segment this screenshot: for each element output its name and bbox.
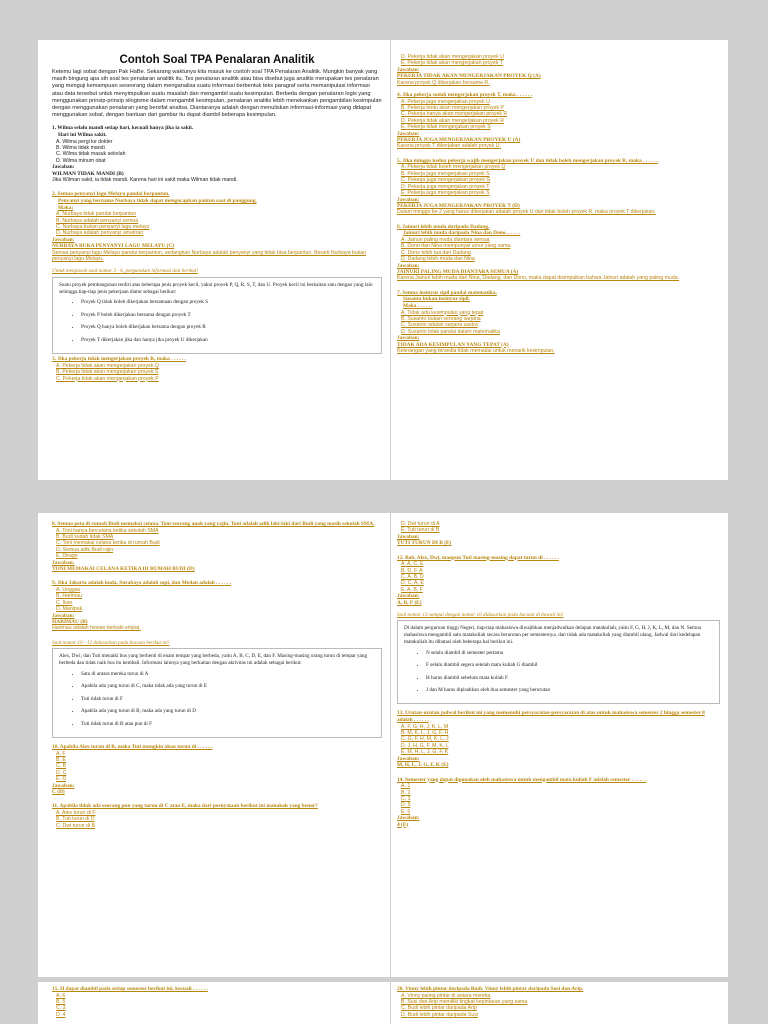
- question-11-option: E. Tuti turun di B: [401, 527, 440, 534]
- reading-passage-box: [52, 648, 382, 738]
- question-8: 8. Semua peta di rumah Budi memakai celana. Toni seorang anak yang rajin. Toni adalah adik laki-laki dari Budi yang masih sekolah SMA.: [52, 521, 375, 527]
- question-6-option: C. Dono lebih tua dari Dadang: [401, 249, 471, 256]
- answer-explanation: Karena Jainuri lebih muda dari Nina, Dadang, dan Dono, maka dapat disimpulkan bahwa Jainuri adalah yang paling muda.: [397, 275, 680, 282]
- answer-label: Jawaban:: [397, 593, 420, 600]
- question-12-option: C. A, B, D: [401, 574, 424, 581]
- question-8-option: D. Semua adik Budi rajin: [56, 546, 114, 553]
- question-13-option: D. J, H, G, F, M, K, L: [401, 742, 449, 749]
- question-12: 12. Bab. Alex, Dwi, maupun Tuti masing-masing dapat turun di . . . . . .: [397, 554, 559, 561]
- question-10-option: B. E: [56, 756, 66, 763]
- answer-label: Jawaban:: [52, 164, 75, 171]
- question-6-premise: Jainuri lebih muda daripada Nina dan Dono. . . . . .: [403, 230, 521, 237]
- question-15-option: D. 4: [56, 1011, 66, 1018]
- question-10: 10. Apabila Alex turun di B, maka Tuti mungkin akan turun di . . . . . .: [52, 743, 213, 750]
- answer-text: M, H, L, J, G, F, K (E): [397, 762, 449, 769]
- question-11-option: A. Alex turun di F: [56, 809, 96, 816]
- question-4-option: E. Pekerja tidak mengerjakan proyek S: [401, 124, 491, 131]
- reading-instruction: Soal nomor 10 - 12 didasarkan pada bacaan berikut ini!: [52, 639, 170, 646]
- answer-text: TIDAK ADA KESIMPULAN YANG TEPAT (A): [397, 341, 509, 348]
- question-12-option: B. D, F, A: [401, 567, 423, 574]
- question-5-option: C. Pekerja juga mengerjakan proyek G: [401, 177, 491, 184]
- answer-text: A, B, F (E): [397, 599, 422, 606]
- question-20-option: B. Susi dan Arip memiliki tingkat kepintaran yang sama: [401, 999, 528, 1005]
- document-page-6: [391, 982, 728, 1024]
- rule-item: • Tuti tidak turun di F: [81, 696, 375, 702]
- question-7-premise: Susanto bukan insinyur sipil.: [403, 296, 471, 303]
- document-page-2: [391, 40, 728, 480]
- answer-text: HARIMAU (B): [52, 619, 88, 626]
- question-11: 11. Apabila tidak ada seorang pun yang turun di C atau E, maka dari pernyataan berikut ini manakah yang benar?: [52, 803, 318, 810]
- question-11-option: C. Dwi turun di B: [56, 822, 95, 829]
- answer-text: NURBAYA BUKA PENYANYI LAGU MELAYU (C): [52, 243, 175, 250]
- answer-text: 4 (E): [397, 821, 409, 828]
- question-1: 1. Wilma selalu mandi setiap hari, kecuali hanya jika ia sakit.: [52, 125, 194, 132]
- question-14-option: D. 5: [401, 802, 411, 809]
- question-13: 13. Urutan-urutan jadwal berikut ini yang memenuhi persyaratan-persyaratan di atas untuk mahasiswa semester 2 hingga semester 8 adalah . . . . . .: [397, 710, 705, 724]
- rule-item: • Apabila ada yang turun di B, maka ada yang turun di D: [81, 708, 375, 714]
- reading-passage-box: [397, 620, 720, 704]
- question-7-prompt: Maka . . . . . .: [403, 302, 433, 309]
- rule-item: • Satu di antara mereka turun di A: [81, 671, 375, 677]
- question-15-option: C. 3: [56, 1005, 66, 1012]
- question-3: 3. Jika pekerja tidak mengerjakan proyek R, maka . . . . . .: [52, 356, 186, 363]
- question-7: 7. Semua insinyur sipil pandai matematika.: [397, 289, 497, 296]
- question-10-option: A. F: [56, 750, 66, 757]
- question-4-option: B. Pekerja tentu akan mengerjakan proyek P: [401, 105, 504, 112]
- question-1-option: B. Wilma tidak mandi: [56, 145, 105, 152]
- question-13-option: E. M, H, L, J, G, F, K: [401, 749, 449, 756]
- answer-text: PEKERJA JUGA MENGERJAKAN PROYEK U (A): [397, 137, 521, 144]
- answer-label: Jawaban:: [397, 815, 420, 822]
- answer-label: Jawaban:: [52, 612, 75, 619]
- question-6-option: D. Dadang lebih muda dari Nina: [401, 256, 475, 263]
- answer-text: C (D): [52, 788, 65, 795]
- rule-item: • J dan M harus dipisahkan oleh dua semester yang berurutan: [426, 687, 713, 693]
- question-2-premise: Penyanyi yang bernama Nurbaya tidak dapat mengucapkan pantun saat di panggung.: [58, 198, 257, 205]
- question-3-option: D. Pekerja tidak akan mengerjakan proyek U: [401, 54, 504, 60]
- question-12-option: D. C, A, E: [401, 580, 424, 587]
- question-20: 20. Vinny lebih pintar daripada Budi. Vinny lebih pintar daripada Susi dan Arip.: [397, 986, 584, 992]
- question-5: 5. Jika minggu kedua pekerja wajib mengerjakan proyek U dan tidak boleh mengerjakan proyek R, maka . . . . . .: [397, 157, 658, 164]
- answer-label: Jawaban:: [397, 755, 420, 762]
- question-9-option: A. Unggas: [56, 587, 81, 594]
- question-4-option: A. Pekerja juga mengerjakan proyek U: [401, 98, 490, 105]
- document-page-5: [38, 982, 390, 1024]
- question-7-option: B. Susanto bukan seorang sarjana: [401, 315, 481, 322]
- question-3-option: A. Pekerja tidak akan mengerjakan proyek Q: [56, 362, 159, 369]
- question-2-option: C. Nurbaya bukan penyanyi lagu melayu: [56, 224, 150, 231]
- rule-item: • Apabila ada yang turun di C, maka tidak ada yang turun di E: [81, 683, 375, 689]
- question-1-option: C. Wilma tidak masuk sekolah: [56, 151, 126, 158]
- answer-explanation: Semua penyanyi lagu Melayu pandai berpantun, sedangkan Nurbaya adalah penyanyi yang tidak bisa berpantun. Berarti Nurbaya bukan penyanyi lagu Melayu.: [52, 249, 367, 263]
- question-13-option: B. M, K, L, J, G, F, H: [401, 730, 449, 737]
- question-9: 9. Jika Jakarta adalah kuda, Surabaya adalah sapi, dan Medan adalah . . . . . .: [52, 580, 231, 587]
- answer-text: JAINURI PALING MUDA DIANTARA SEMUA (A): [397, 268, 519, 275]
- question-9-option: D. Manipak: [56, 606, 83, 613]
- answer-explanation: Keterangan yang tersedia tidak memadai untuk menarik kesimpulan.: [397, 347, 555, 354]
- question-2-option: D. Nurbaya adalah penyanyi amatiran: [56, 230, 144, 237]
- question-2-option: A. Nurbaya tidak pandai berpantun: [56, 211, 137, 218]
- reading-instruction: Soal nomor 13 sampai dengan nomor 16 didasarkan pada bacaan di bawah ini!: [397, 612, 564, 619]
- question-8-option: B. Budi sudah tidak SMA: [56, 534, 114, 540]
- answer-label: Jawaban:: [397, 66, 420, 73]
- question-12-option: E. A, B, F: [401, 586, 423, 593]
- question-6-option: B. Dono dan Nina mempunyai umur yang sama: [401, 243, 511, 250]
- passage-text: Alex, Dwi, dan Tuti menaiki bus yang berhenti di enam tempat yang berbeda, yaitu A, B, C, D, E, dan F. Masing-masing orang turun di tempat yang berbeda dan tidak naik bus itu kembali. Informasi lainnya yang berkaitan dengan aktivitas ini adalah sebagai berikut:: [59, 653, 368, 667]
- reading-instruction: Untuk menjawab soal nomor 3 - 6, pergunakan informasi dan berikut!: [52, 268, 199, 275]
- question-11-option: D. Dwi turun di A: [401, 521, 440, 527]
- question-15-option: A. 6: [56, 992, 66, 999]
- question-2-prompt: Maka:: [58, 204, 74, 211]
- question-10-option: E. D: [56, 776, 67, 783]
- rule-item: • Proyek Q tidak boleh dikerjakan bersamaan dengan proyek S: [81, 299, 375, 305]
- question-3-option: B. Pekerja tidak akan mengerjakan proyek S: [56, 369, 159, 376]
- question-14-option: C. 3: [401, 795, 411, 802]
- rule-item: • Proyek Q hanya boleh dikerjakan bersama dengan proyek R: [81, 324, 375, 330]
- reading-passage-box: [52, 277, 382, 354]
- question-20-option: D. Budi lebih pintar daripada Susi: [401, 1011, 478, 1018]
- document-page-1: [38, 40, 390, 480]
- question-10-option: D. C: [56, 769, 67, 776]
- question-1-premise: Hari ini Wilma sakit.: [58, 132, 107, 139]
- rule-item: • Proyek P boleh dikerjakan bersama dengan proyek T: [81, 312, 375, 318]
- answer-explanation: Karena proyek T dikerjakan adalah proyek U.: [397, 143, 501, 150]
- answer-label: Jawaban:: [397, 196, 420, 203]
- question-9-option: C. Ikan: [56, 599, 73, 606]
- question-5-option: D. Pekerja juga mengerjakan proyek T: [401, 183, 490, 190]
- answer-text: TUTI TURUN DI B (E): [397, 540, 452, 547]
- passage-text: Suatu proyek pembangunan terdiri atas beberapa jenis proyek kecil, yakni proyek P, Q, R, S, T, dan U. Proyek kecil ini berkaitan satu dengan yang lain sehingga tiap-tiap jenis pekerjaan diatur sebagai berikut:: [59, 281, 373, 295]
- answer-explanation: Jika Wilman sakit, ia tidak mandi. Karena hari ini sakit maka Wilman tidak mandi.: [52, 177, 238, 184]
- answer-text: PEKERJA TIDAK AKAN MENGERJAKAN PROYEK Q (A): [397, 73, 541, 80]
- answer-label: Jawaban:: [52, 236, 75, 243]
- question-7-option: C. Susanto adalah sarjana sastra: [401, 322, 478, 329]
- question-3-option: E. Pekerja tidak akan mengerjakan proyek T: [401, 60, 503, 67]
- document-page-4: [391, 513, 728, 977]
- answer-explanation: Karena proyek Q dikerjakan bersama R.: [397, 79, 490, 86]
- rules-list: [404, 650, 713, 694]
- question-8-option: A. Toni hanya bercelana ketika sekolah SMA: [56, 527, 159, 534]
- rules-list: [59, 299, 375, 343]
- answer-text: PEKERJA JUGA MENGERJAKAN PROYEK T (D): [397, 202, 520, 209]
- rule-item: • Tuti tidak turun di B atau pun di F: [81, 721, 375, 727]
- question-15: 15. H dapat diambil pada setiap semester berikut ini, kecuali . . . . . .: [52, 986, 208, 992]
- question-5-option: E. Pekerja juga mengerjakan proyek S: [401, 190, 490, 197]
- question-4-option: C. Pekerja hanya akan mengerjakan proyek R: [401, 111, 508, 118]
- passage-text: Di dalam perguruan tinggi Negeri, tiap-tiap mahasiswa diwajibkan menjadwalkan delapan matakuliah, yaitu F, G, H, J, K, L, M, dan N. Semua mahasiswa mengambil satu matakuliah secara berurutan per semesternya, dan tidak ada matakuliah yang diambil ulang. Jadwal dari kedelapan matakuliah itu dibatasi oleh beberapa hal berikut ini.: [404, 625, 701, 646]
- question-8-option: E. Diragn: [56, 553, 78, 560]
- question-4-option: D. Pekerja tidak akan mengerjakan proyek R: [401, 117, 504, 124]
- answer-label: Jawaban:: [397, 262, 420, 269]
- rule-item: • Proyek T dikerjakan jika dan hanya jika proyek U dikerjakan: [81, 337, 375, 343]
- question-4: 4. Jika pekerja sudah mengerjakan proyek T, maka . . . . . .: [397, 92, 532, 99]
- question-12-option: A. A, C, E: [401, 561, 424, 568]
- question-15-option: B. 5: [56, 999, 66, 1005]
- question-14-option: B. 2: [401, 789, 411, 796]
- rules-list: [59, 671, 375, 727]
- question-6-option: A. Jainuri paling muda diantara semua: [401, 236, 490, 243]
- answer-explanation: Harimau adalah hewan berkaki empat.: [52, 625, 141, 632]
- question-11-option: B. Tuti turun di D: [56, 816, 95, 823]
- rule-item: • N selalu diambil di semester pertama: [426, 650, 713, 656]
- question-14-option: E. 6: [401, 808, 411, 815]
- question-6: 6. Jainuri lebih muda daripada Dadang.: [397, 223, 490, 230]
- question-14-option: A. 1: [401, 783, 411, 790]
- page-title: Contoh Soal TPA Penalaran Analitik: [119, 54, 315, 66]
- rule-item: • F selalu diambil segera setelah mata kuliah G diambil: [426, 662, 713, 668]
- question-9-option: B. Harimau: [56, 593, 82, 600]
- question-14: 14. Semester yang dapat digunakan oleh mahasiswa untuk mengambil mata kuliah F adalah semester . . . . . .: [397, 776, 647, 783]
- question-2: 2. Semua penyanyi lagu Melayu pandai berpantun.: [52, 191, 170, 198]
- question-1-option: A. Wilma pergi ke dokter: [56, 138, 113, 145]
- intro-paragraph: Ketemu lagi sobat dengan Pak HaBe. Sekarang waktunya kita masuk ke contoh soal TPA Penalaran Analitik. Mungkin banyak yang masih bingung apa sih soal tes penalaran analitik itu. Tes penalaran analitik atau bisa disebut juga analitis merupakan tes penalaran yang menguji kemampuan seseorang dalam menganalisa suatu informasi berbentuk teks paragraf serta memanipulasi informasi atau data tersebut untuk menyimpulkan suatu masalah dan mengambil suatu kesimpulan. Berbeda dengan penalaran logis yang menggunakan prinsip-prinsip silogisme dalam mengambil kesimpulan, penalaran analitis lebih menekankan pengambilan kesimpulan dengan menggunakan penalaran yang bersifat analisa. Diantaranya adalah dengan menuliskan informasi-informasi yang didapat menggunakan sobat, dengan bantuan dari gambar itu dapat diambil beberapa kesimpulan.: [52, 69, 382, 119]
- question-10-option: C. B: [56, 763, 67, 770]
- question-7-option: D. Susanto tidak pandai dalam matematika: [401, 328, 500, 335]
- answer-label: Jawaban:: [397, 335, 420, 342]
- question-1-option: D. Wilma minum obat: [56, 157, 106, 164]
- answer-label: Jawaban:: [397, 533, 420, 540]
- question-20-option: A. Vinny paling pintar di antara mereka: [401, 992, 491, 999]
- question-7-option: A. Tidak ada kesimpulan yang tepat: [401, 309, 484, 316]
- answer-label: Jawaban:: [52, 782, 75, 789]
- answer-text: TONI MEMAKAI CELANA KETIKA DI RUMAH BUDI (D): [52, 566, 195, 573]
- question-8-option: C. Toni memakai celana ketika di rumah Budi: [56, 540, 160, 547]
- question-2-option: B. Nurbaya adalah penyanyi semua: [56, 217, 139, 224]
- answer-label: Jawaban:: [397, 130, 420, 137]
- answer-explanation: Dalam minggu ke-2 yang harus dikerjakan adalah proyek U dan tidak boleh proyek R, maka proyek T dikerjakan.: [397, 209, 656, 216]
- question-5-option: A. Pekerja tidak boleh mengerjakan proyek Q: [401, 164, 506, 171]
- question-13-option: C. G, F, H, M, K, L, J: [401, 736, 449, 743]
- answer-text: WILMAN TIDAK MANDI (B): [52, 170, 124, 177]
- document-page-3: [38, 513, 390, 977]
- question-13-option: A. F, G, H, J, K, L, M: [401, 723, 449, 730]
- question-20-option: C. Budi lebih pintar daripada Arip: [401, 1005, 477, 1012]
- rule-item: • H harus diambil sebelum mata kuliah F: [426, 675, 713, 681]
- answer-label: Jawaban:: [52, 559, 75, 566]
- question-3-option: C. Pekerja tidak akan mengerjakan proyek P: [56, 375, 159, 382]
- question-5-option: B. Pekerja juga mengerjakan proyek S: [401, 170, 490, 177]
